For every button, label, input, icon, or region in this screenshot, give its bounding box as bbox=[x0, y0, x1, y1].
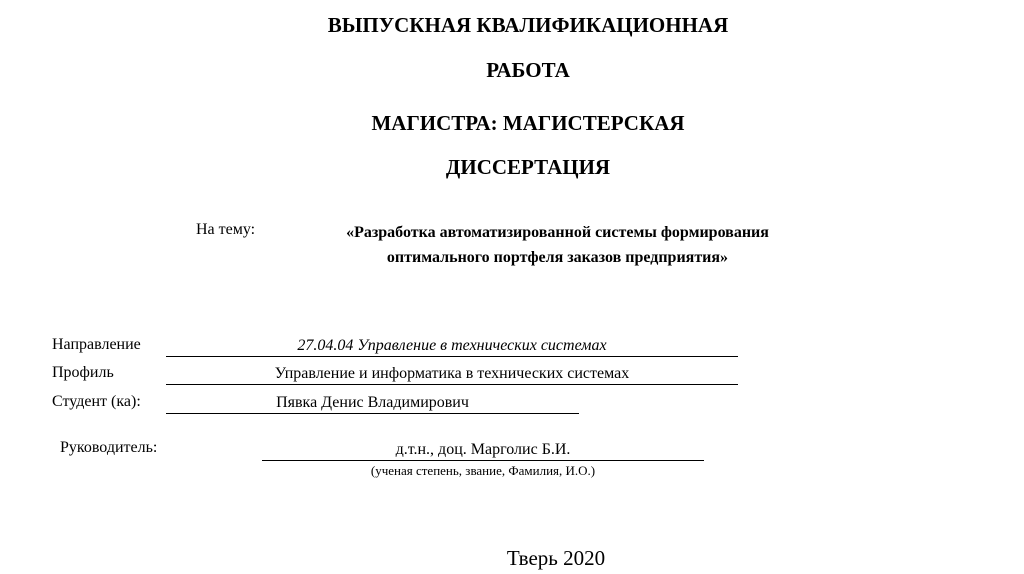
profile-label: Профиль bbox=[52, 364, 114, 381]
direction-field bbox=[166, 336, 738, 357]
supervisor-hint: (ученая степень, звание, Фамилия, И.О.) bbox=[370, 463, 596, 478]
supervisor-label: Руководитель: bbox=[60, 439, 158, 456]
theme-text bbox=[300, 220, 815, 270]
title-line-1: ВЫПУСКНАЯ КВАЛИФИКАЦИОННАЯ bbox=[327, 13, 729, 37]
title-line-2: РАБОТА bbox=[486, 58, 570, 82]
direction-value: 27.04.04 Управление в технических системах bbox=[297, 337, 607, 354]
title-line-3: МАГИСТРА: МАГИСТЕРСКАЯ bbox=[371, 111, 685, 135]
theme-line-1: «Разработка автоматизированной системы формирования bbox=[346, 224, 769, 241]
theme-label: На тему: bbox=[196, 221, 256, 238]
theme-line-2: оптимального портфеля заказов предприятия» bbox=[386, 249, 729, 266]
title-line-4: ДИССЕРТАЦИЯ bbox=[445, 155, 611, 179]
profile-field: Управление и информатика в технических системах bbox=[166, 364, 738, 385]
supervisor-field: д.т.н., доц. Марголис Б.И. bbox=[262, 440, 704, 461]
place-year: Тверь 2020 bbox=[506, 546, 606, 570]
student-field: Пявка Денис Владимирович bbox=[166, 393, 579, 414]
student-label: Студент (ка): bbox=[52, 393, 141, 410]
direction-label: Направление bbox=[52, 336, 141, 353]
